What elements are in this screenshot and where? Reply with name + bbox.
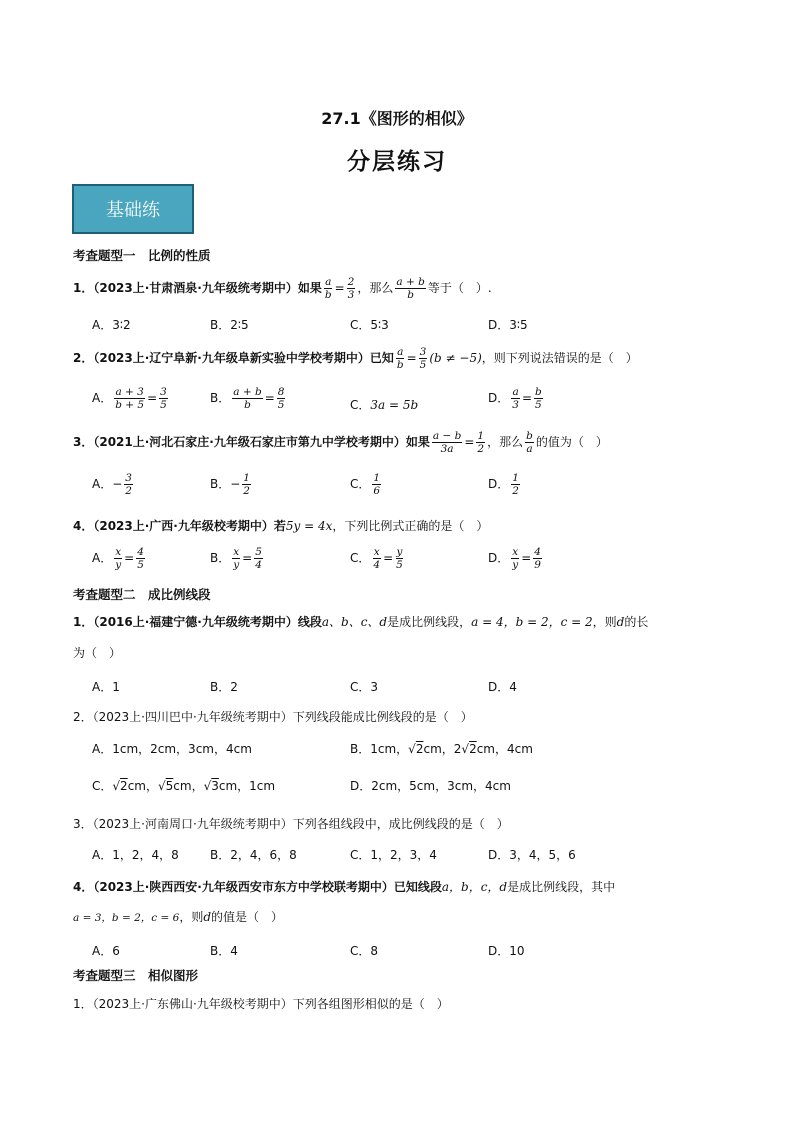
fraction: $\frac{2}{3}$ xyxy=(347,276,355,301)
question-2-4: 4．（2023上·陕西西安·九年级西安市东方中学校联考期中）已知线段a，b，c，d是成比例线段，其中 xyxy=(73,880,616,894)
question-prefix: 1．（2023上·甘肃酒泉·九年级统考期中）如果 xyxy=(73,281,322,295)
option-c: C．8 xyxy=(350,944,379,958)
option-a: A． $\frac{a + 3}{b + 5}$ = $\frac{3}{5}$ xyxy=(92,386,167,411)
option-d: D．2cm，5cm，3cm，4cm xyxy=(350,779,511,793)
option-d: D．3，4，5，6 xyxy=(488,848,576,862)
option-a: A．6 xyxy=(92,944,120,958)
question-1-3: 3．（2021上·河北石家庄·九年级石家庄市第九中学校考期中）如果 $\frac{a - b}{3a}$ = $\frac{1}{2}$ ，那么 $\frac{b}{a}$ 的值为（ ） xyxy=(73,430,608,455)
option-c: C．5∶3 xyxy=(350,318,389,332)
option-d: D． $\frac{1}{2}$ xyxy=(488,472,519,497)
option-a: A．− $\frac{3}{2}$ xyxy=(92,472,132,497)
option-d: D．3∶5 xyxy=(488,318,528,332)
question-3-1: 1．（2023上·广东佛山·九年级校考期中）下列各组图形相似的是（ ） xyxy=(73,997,449,1011)
question-2-1-cont: 为（ ） xyxy=(73,646,122,660)
option-d: D．10 xyxy=(488,944,525,958)
level-badge: 基础练 xyxy=(72,184,194,234)
fraction: $\frac{a + b}{b}$ xyxy=(396,276,425,301)
question-1-4: 4．（2023上·广西·九年级校考期中）若5y = 4x，下列比例式正确的是（ ） xyxy=(73,519,489,533)
option-c: C．√2cm，√5cm，√3cm，1cm xyxy=(92,779,276,793)
fraction: $\frac{a}{b}$ xyxy=(396,346,404,371)
document-title: 27.1《图形的相似》 xyxy=(321,109,473,128)
option-b: B．2，4，6，8 xyxy=(210,848,297,862)
option-b: B．2∶5 xyxy=(210,318,249,332)
option-a: A．1cm，2cm，3cm，4cm xyxy=(92,742,252,756)
question-2-3: 3．（2023上·河南周口·九年级统考期中）下列各组线段中，成比例线段的是（ ） xyxy=(73,817,509,831)
question-2-4-cont: a = 3，b = 2，c = 6，则d的值是（ ） xyxy=(73,910,284,924)
fraction: $\frac{3}{5}$ xyxy=(419,346,427,371)
option-b: B． $\frac{x}{y}$ = $\frac{5}{4}$ xyxy=(210,546,262,571)
option-b: B．4 xyxy=(210,944,238,958)
option-d: D． $\frac{x}{y}$ = $\frac{4}{9}$ xyxy=(488,546,541,571)
fraction: $\frac{a}{b}$ xyxy=(324,276,332,301)
section-heading-3: 考查题型三 相似图形 xyxy=(73,968,199,983)
question-2-1: 1．（2016上·福建宁德·九年级统考期中）线段a、b、c、d是成比例线段，a = 4，b = 2，c = 2，则d的长 xyxy=(73,615,649,629)
option-a: A．1，2，4，8 xyxy=(92,848,179,862)
option-b: B．− $\frac{1}{2}$ xyxy=(210,472,250,497)
question-2-2: 2．（2023上·四川巴中·九年级统考期中）下列线段能成比例线段的是（ ） xyxy=(73,710,473,724)
option-d: D．4 xyxy=(488,680,517,694)
option-b: B．1cm，√2cm，2√2cm，4cm xyxy=(350,742,533,756)
option-c: C．3a = 5b xyxy=(350,398,419,412)
section-heading-1: 考查题型一 比例的性质 xyxy=(73,248,211,263)
section-heading-2: 考查题型二 成比例线段 xyxy=(73,587,211,602)
option-b: B．2 xyxy=(210,680,238,694)
document-subtitle: 分层练习 xyxy=(347,149,447,175)
option-c: C． $\frac{x}{4}$ = $\frac{y}{5}$ xyxy=(350,546,403,571)
option-a: A．1 xyxy=(92,680,120,694)
option-a: A． $\frac{x}{y}$ = $\frac{4}{5}$ xyxy=(92,546,144,571)
option-c: C．3 xyxy=(350,680,379,694)
option-b: B． $\frac{a + b}{b}$ = $\frac{8}{5}$ xyxy=(210,386,285,411)
option-c: C．1，2，3，4 xyxy=(350,848,437,862)
question-1-2: 2．（2023上·辽宁阜新·九年级阜新实验中学校考期中）已知 $\frac{a}{b}$ = $\frac{3}{5}$ (b ≠ −5)，则下列说法错误的是（ ） xyxy=(73,346,638,371)
question-1-1: 1．（2023上·甘肃酒泉·九年级统考期中）如果 $\frac{a}{b}$ = $\frac{2}{3}$ ，那么 $\frac{a + b}{b}$ 等于（ ）. xyxy=(73,276,492,301)
option-a: A．3∶2 xyxy=(92,318,131,332)
option-d: D． $\frac{a}{3}$ = $\frac{b}{5}$ xyxy=(488,386,542,411)
option-c: C． $\frac{1}{6}$ xyxy=(350,472,381,497)
